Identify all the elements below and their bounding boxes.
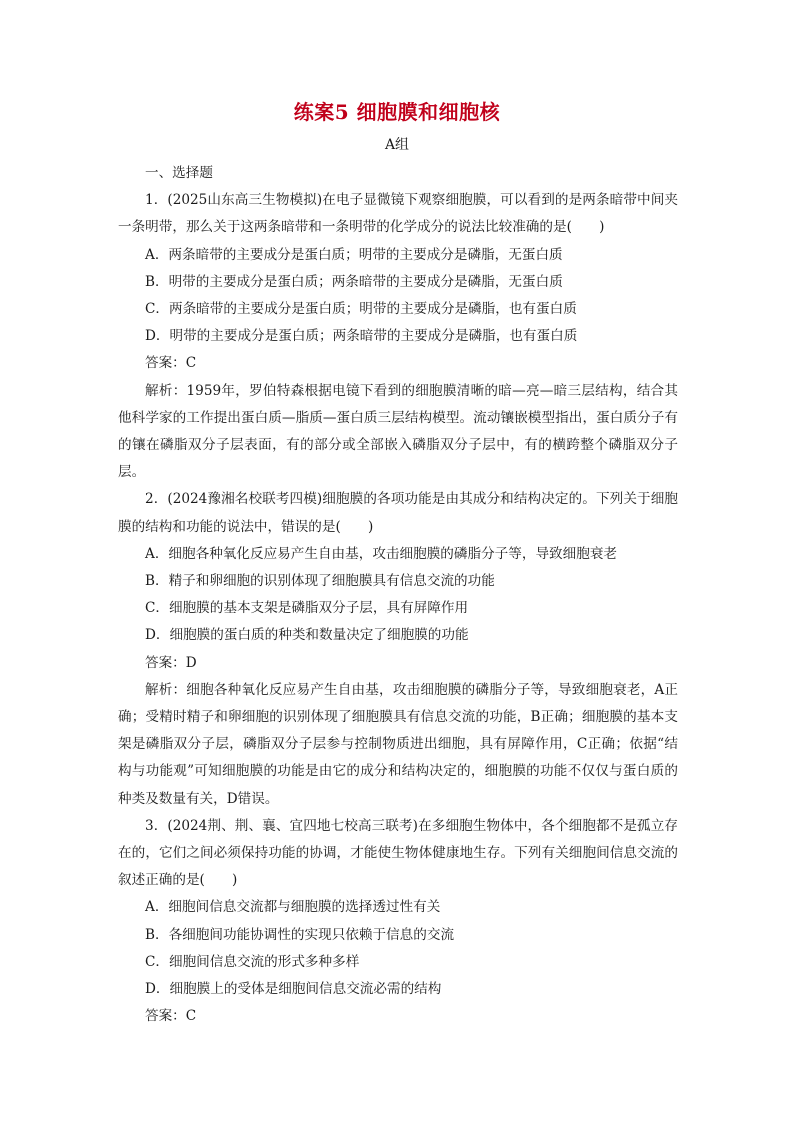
- section-heading: 一、选择题: [145, 165, 213, 181]
- question-2-option-a: A．细胞各种氧化反应易产生自由基，攻击细胞膜的磷脂分子等，导致细胞衰老: [145, 545, 618, 562]
- question-1-option-d: D．明带的主要成分是蛋白质；两条暗带的主要成分是磷脂，也有蛋白质: [145, 328, 578, 345]
- question-3-option-c: C．细胞间信息交流的形式多种多样: [145, 953, 360, 970]
- question-1-option-b: B．明带的主要成分是蛋白质；两条暗带的主要成分是磷脂，无蛋白质: [145, 273, 563, 290]
- question-1-option-c: C．两条暗带的主要成分是蛋白质；明带的主要成分是磷脂，也有蛋白质: [145, 300, 577, 317]
- question-1-option-a: A．两条暗带的主要成分是蛋白质；明带的主要成分是磷脂，无蛋白质: [145, 246, 563, 263]
- question-2-stem: 2．(2024豫湘名校联考四模)细胞膜的各项功能是由其成分和结构决定的。下列关于细胞膜的结构和功能的说法中，错误的是( ): [118, 491, 678, 535]
- page-title: 练案5 细胞膜和细胞核: [293, 100, 501, 124]
- question-3-stem: 3．(2024荆、荆、襄、宜四地七校高三联考)在多细胞生物体中，各个细胞都不是孤立存在的，它们之间必须保持功能的协调，才能使生物体健康地生存。下列有关细胞间信息交流的叙述正确的是( ): [118, 817, 678, 889]
- question-2-option-c: C．细胞膜的基本支架是磷脂双分子层，具有屏障作用: [145, 600, 469, 617]
- question-2-option-b: B．精子和卵细胞的识别体现了细胞膜具有信息交流的功能: [145, 572, 495, 589]
- question-1-analysis: 解析：1959年，罗伯特森根据电镜下看到的细胞膜清晰的暗—亮—暗三层结构，结合其他科学家的工作提出蛋白质—脂质—蛋白质三层结构模型。流动镶嵌模型指出，蛋白质分子有的镶在磷脂双分子层表面，有的部分或全部嵌入磷脂双分子层中，有的横跨整个磷脂双分子层。: [118, 382, 678, 481]
- question-2-analysis: 解析：细胞各种氧化反应易产生自由基，攻击细胞膜的磷脂分子等，导致细胞衰老，A正确；受精时精子和卵细胞的识别体现了细胞膜具有信息交流的功能，B正确；细胞膜的基本支架是磷脂双分子层，磷脂双分子层参与控制物质进出细胞，具有屏障作用，C正确；依据“结构与功能观”可知细胞膜的功能是由它的成分和结构决定的，细胞膜的功能不仅仅与蛋白质的种类及数量有关，D错误。: [118, 681, 678, 807]
- question-1-answer: 答案：C: [145, 355, 197, 372]
- question-3-option-b: B．各细胞间功能协调性的实现只依赖于信息的交流: [145, 926, 455, 943]
- question-3-option-a: A．细胞间信息交流都与细胞膜的选择透过性有关: [145, 899, 441, 916]
- question-3-answer: 答案：C: [145, 1008, 197, 1025]
- question-2-answer: 答案：D: [145, 654, 197, 671]
- question-3-option-d: D．细胞膜上的受体是细胞间信息交流必需的结构: [145, 980, 442, 997]
- group-label: A组: [384, 137, 410, 153]
- question-1-stem: 1．(2025山东高三生物模拟)在电子显微镜下观察细胞膜，可以看到的是两条暗带中间夹一条明带，那么关于这两条暗带和一条明带的化学成分的说法比较准确的是( ): [118, 192, 678, 236]
- document-body: [118, 160, 678, 1030]
- question-2-option-d: D．细胞膜的蛋白质的种类和数量决定了细胞膜的功能: [145, 627, 469, 644]
